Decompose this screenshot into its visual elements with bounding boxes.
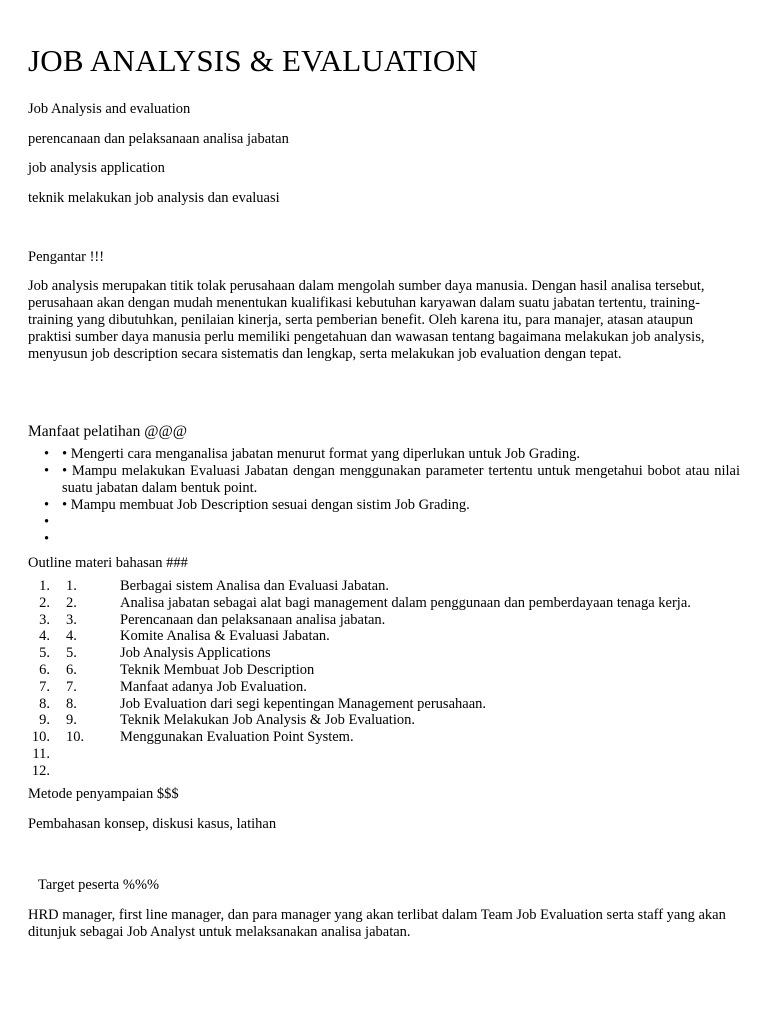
outline-number: 10. [31,729,50,746]
outline-text: Teknik Membuat Job Description [120,661,315,678]
outline-text: Berbagai sistem Analisa dan Evaluasi Jabatan. [120,578,389,594]
intro-paragraph: Job analysis merupakan titik tolak perusahaan dalam mengolah sumber daya manusia. Dengan hasil analisa tersebut, perusahaan akan dengan mudah menentukan kualifikasi kebutuhan karyawan dalam suatu jabatan tertentu, training-training yang dibutuhkan, penilaian kinerja, serta pemberian benefit. Oleh karena itu, para manajer, atasan ataupun praktisi sumber daya manusia perlu memiliki pengetahuan dan wawasan tentang bagaimana melakukan job analysis, menyusun job description secara sistematis dan lengkap, serta melakukan job evaluation dengan tepat. [28,278,705,362]
outline-subnumber: 2. [66,594,77,611]
intro-heading: Pengantar !!! [28,249,105,265]
list-item [28,514,740,531]
outline-text: Perencanaan dan pelaksanaan analisa jabatan. [120,611,386,628]
target-heading: Target peserta %%% [38,877,160,893]
subtitle-2: perencanaan dan pelaksanaan analisa jabatan [28,131,289,147]
list-item [28,446,740,463]
bullet-icon: • [44,531,50,547]
outline-number: 4. [39,628,50,645]
outline-number: 6. [39,661,50,678]
list-item [28,696,740,713]
list-item [28,763,740,780]
outline-text: Teknik Melakukan Job Analysis & Job Evaluation. [120,712,415,729]
outline-text: Manfaat adanya Job Evaluation. [120,678,307,695]
bullet-icon: • [44,514,50,530]
outline-text: Komite Analisa & Evaluasi Jabatan. [120,628,330,645]
outline-subnumber: 1. [66,578,77,594]
outline-number: 8. [39,695,50,712]
document-title: JOB ANALYSIS & EVALUATION [28,43,478,78]
bullet-icon: • [44,446,50,462]
outline-text: Menggunakan Evaluation Point System. [120,729,354,746]
benefit-text: • Mengerti cara menganalisa jabatan menurut format yang diperlukan untuk Job Grading. [62,446,581,462]
subtitle-1: Job Analysis and evaluation [28,101,191,117]
subtitle-4: teknik melakukan job analysis dan evaluasi [28,190,280,206]
list-item [28,712,740,729]
outline-text: Job Analysis Applications [120,645,271,662]
outline-subnumber: 5. [66,645,77,662]
method-heading: Metode penyampaian $$$ [28,786,179,802]
outline-number: 2. [39,594,50,611]
list-item [28,645,740,662]
outline-heading: Outline materi bahasan ### [28,555,188,571]
list-item [28,531,740,548]
outline-subnumber: 8. [66,695,77,712]
list-item [28,497,740,514]
list-item [28,612,740,629]
benefit-text: • Mampu membuat Job Description sesuai dengan sistim Job Grading. [62,497,470,513]
outline-number: 12. [31,762,50,779]
list-item [28,746,740,763]
list-item [28,679,740,696]
benefits-heading: Manfaat pelatihan @@@ [28,423,188,440]
target-text: HRD manager, first line manager, dan para manager yang akan terlibat dalam Team Job Evaluation serta staff yang akan ditunjuk sebagai Job Analyst untuk melaksanakan analisa jabatan. [28,907,726,940]
outline-subnumber: 10. [66,729,85,746]
subtitle-3: job analysis application [28,160,165,176]
benefit-text: • Mampu melakukan Evaluasi Jabatan dengan menggunakan parameter tertentu untuk mengetahui bobot atau nilai suatu jabatan dalam bentuk point. [62,463,740,496]
outline-list [28,578,740,780]
outline-subnumber: 3. [66,611,77,628]
list-item [28,729,740,746]
outline-number: 3. [39,611,50,628]
benefits-list [28,446,740,548]
list-item [28,463,740,497]
list-item [28,662,740,679]
list-item [28,628,740,645]
list-item [28,578,740,595]
outline-number: 7. [39,678,50,695]
outline-text: Job Evaluation dari segi kepentingan Management perusahaan. [120,695,487,712]
bullet-icon: • [44,497,50,513]
outline-number: 11. [32,745,50,762]
outline-number: 5. [39,645,50,662]
bullet-icon: • [44,463,50,479]
list-item [28,595,740,612]
outline-subnumber: 4. [66,628,77,645]
method-text: Pembahasan konsep, diskusi kasus, latihan [28,816,277,832]
outline-subnumber: 7. [66,678,77,695]
outline-text: Analisa jabatan sebagai alat bagi management dalam penggunaan dan pemberdayaan tenaga kerja. [120,594,691,611]
outline-number: 9. [39,712,50,729]
outline-subnumber: 6. [66,661,77,678]
outline-subnumber: 9. [66,712,77,729]
outline-number: 1. [39,578,50,594]
